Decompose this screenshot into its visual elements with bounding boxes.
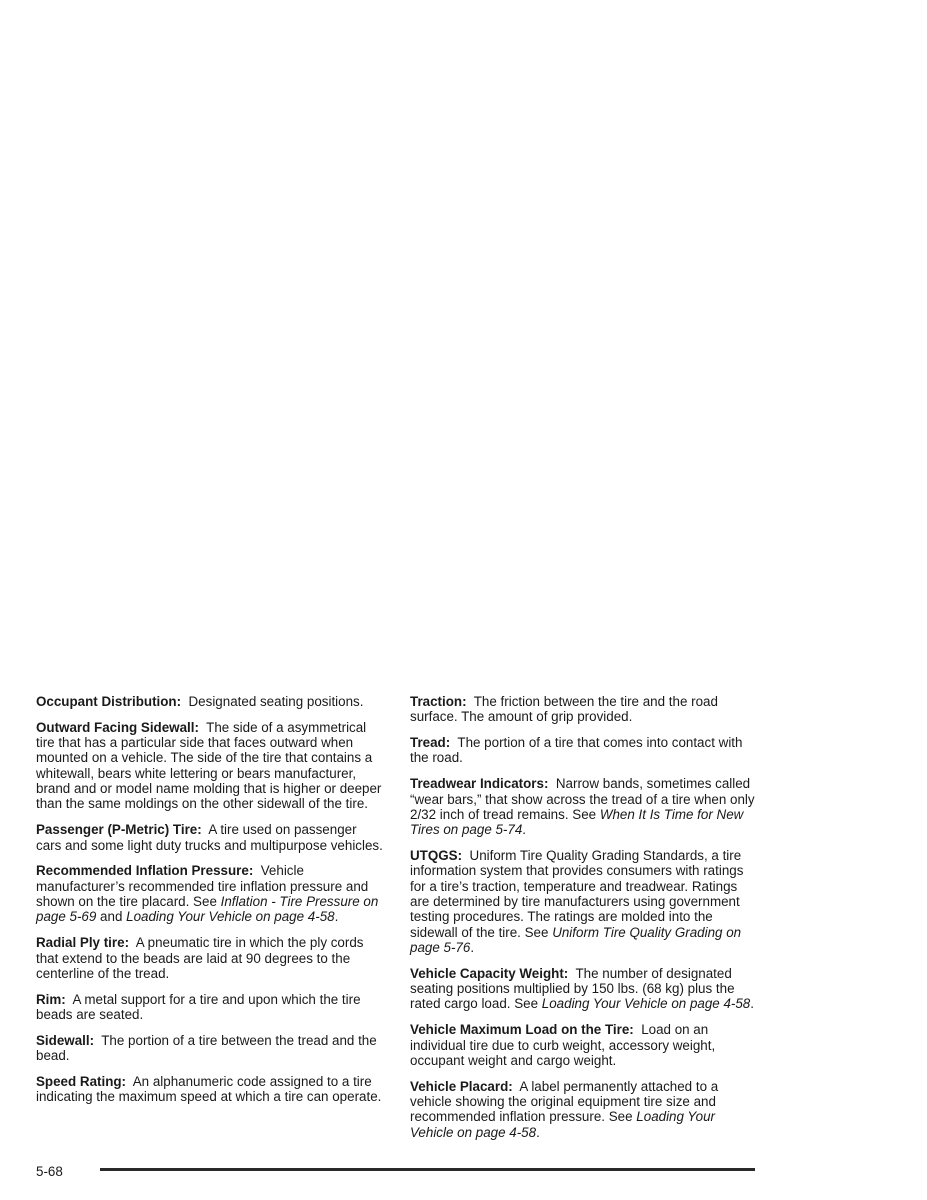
entry-term: Vehicle Maximum Load on the Tire: <box>410 1022 634 1038</box>
entry-text: Designated seating positions. <box>188 694 364 709</box>
entry-term: Rim: <box>36 991 66 1007</box>
glossary-entry-utqgs <box>410 848 755 955</box>
entry-text-end: . <box>536 1124 540 1140</box>
entry-text: The portion of a tire between the tread and the bead. <box>36 1032 377 1064</box>
glossary-entry-occupant-distribution <box>36 694 384 709</box>
cross-reference-link[interactable]: Uniform Tire Quality Grading on page 5-76 <box>410 924 742 955</box>
entry-text-end: . <box>334 909 339 925</box>
entry-term: UTQGS: <box>410 848 463 864</box>
entry-text-connector: and <box>100 909 123 925</box>
entry-text-end: . <box>750 996 754 1012</box>
entry-text: The friction between the tire and the road surface. The amount of grip provided. <box>410 694 718 725</box>
entry-term: Radial Ply tire: <box>36 935 130 951</box>
glossary-entry-speed-rating <box>36 1074 384 1105</box>
right-column <box>410 694 755 1151</box>
glossary-entry-recommended-inflation-pressure <box>36 863 384 924</box>
cross-reference-link[interactable]: Loading Your Vehicle on page 4-58 <box>126 909 335 925</box>
glossary-entry-tread <box>410 735 755 766</box>
glossary-entry-vehicle-capacity-weight <box>410 966 755 1012</box>
entry-text: A label permanently attached to a vehicle showing the original equipment tire size and recommended inflation pressure. See <box>410 1078 719 1125</box>
entry-term: Occupant Distribution: <box>36 694 182 709</box>
entry-term: Speed Rating: <box>36 1074 127 1090</box>
cross-reference-link[interactable]: Loading Your Vehicle on page 4-58 <box>541 996 751 1012</box>
glossary-entry-treadwear-indicators <box>410 776 755 837</box>
entry-term: Tread: <box>410 735 451 751</box>
entry-text: A pneumatic tire in which the ply cords that extend to the beads are laid at 90 degrees to the centerline of the tread. <box>36 935 364 981</box>
glossary-entry-rim <box>36 992 384 1023</box>
entry-text: Vehicle manufacturer’s recommended tire inflation pressure and shown on the tire placard. See <box>36 863 369 910</box>
entry-term: Treadwear Indicators: <box>410 776 549 792</box>
glossary-entry-traction <box>410 694 755 725</box>
entry-text: Load on an individual tire due to curb weight, accessory weight, occupant weight and cargo weight. <box>410 1022 716 1068</box>
page-number: 5-68 <box>36 1164 63 1179</box>
entry-term: Traction: <box>410 694 467 709</box>
entry-term: Passenger (P-Metric) Tire: <box>36 822 202 838</box>
footer-rule <box>100 1168 755 1171</box>
entry-term: Sidewall: <box>36 1032 95 1048</box>
glossary-entry-passenger-tire <box>36 822 384 853</box>
glossary-entry-vehicle-maximum-load <box>410 1022 755 1068</box>
entry-text: The number of designated seating positions multiplied by 150 lbs. (68 kg) plus the rated cargo load. See <box>410 965 735 1012</box>
left-column <box>36 694 384 1115</box>
entry-text: A tire used on passenger cars and some light duty trucks and multipurpose vehicles. <box>36 822 383 853</box>
entry-term: Vehicle Placard: <box>410 1078 513 1094</box>
glossary-entry-sidewall <box>36 1033 384 1064</box>
entry-text: An alphanumeric code assigned to a tire indicating the maximum speed at which a tire can operate. <box>36 1074 382 1105</box>
entry-text: Uniform Tire Quality Grading Standards, a tire information system that provides consumers with ratings for a tire’s traction, temperature and treadwear. Ratings are determined by tire manufacturers using government testing procedures. The ratings are molded into the sidewall of the tire. See <box>410 848 744 940</box>
entry-text-end: . <box>522 822 527 838</box>
entry-term: Recommended Inflation Pressure: <box>36 863 254 879</box>
cross-reference-link[interactable]: When It Is Time for New Tires on page 5-74 <box>410 806 744 838</box>
entry-text: Narrow bands, sometimes called “wear bars,” that show across the tread of a tire when only 2/32 inch of tread remains. See <box>410 776 755 822</box>
cross-reference-link[interactable]: Inflation - Tire Pressure on page 5-69 <box>36 894 379 925</box>
entry-term: Vehicle Capacity Weight: <box>410 965 569 981</box>
entry-text-end: . <box>470 939 475 955</box>
entry-text: The portion of a tire that comes into contact with the road. <box>410 735 743 766</box>
glossary-entry-radial-ply-tire <box>36 935 384 981</box>
glossary-entry-outward-facing-sidewall <box>36 720 384 812</box>
glossary-entry-vehicle-placard <box>410 1079 755 1140</box>
cross-reference-link[interactable]: Loading Your Vehicle on page 4-58 <box>410 1109 715 1140</box>
entry-text: The side of a asymmetrical tire that has a particular side that faces outward when mounted on a vehicle. The side of the tire that contains a whitewall, bears white lettering or bears manufacturer, brand and or model name molding that is higher or deeper than the same moldings on the other sidewall of the tire. <box>36 719 382 812</box>
entry-term: Outward Facing Sidewall: <box>36 719 199 735</box>
entry-text: A metal support for a tire and upon which the tire beads are seated. <box>36 991 361 1023</box>
